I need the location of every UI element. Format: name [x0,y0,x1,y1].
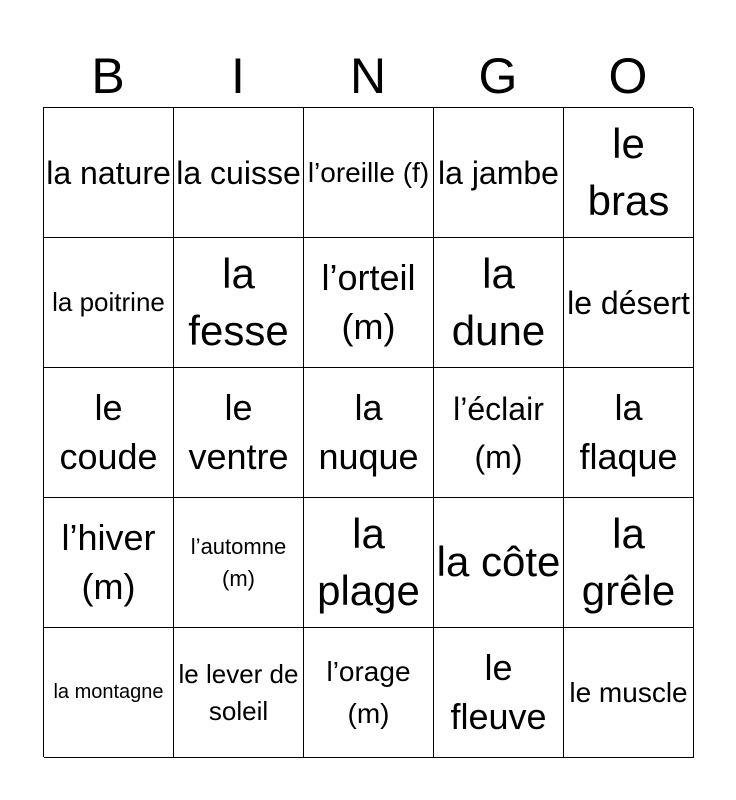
header-letter-n: N [349,48,387,104]
cell-label: la montagne [53,681,164,703]
bingo-cell[interactable] [44,238,174,368]
cell-label: la nature [46,154,171,191]
header-letter-o: O [608,48,648,104]
cell-label: la fesse [188,250,289,354]
bingo-cell[interactable] [434,628,564,758]
cell-label: le fleuve [450,646,547,737]
bingo-cell[interactable] [174,628,304,758]
cell-label: la poitrine [52,287,165,318]
bingo-cell[interactable] [304,238,434,368]
header-letter-b: B [91,48,125,104]
bingo-cell[interactable] [174,368,304,498]
bingo-cell[interactable] [564,238,694,368]
bingo-cell[interactable] [304,108,434,238]
cell-label: l’orage (m) [326,655,411,729]
cell-label: l’orteil (m) [321,256,416,347]
bingo-cell[interactable] [564,108,694,238]
bingo-header [43,44,693,108]
cell-label: la nuque [318,386,419,477]
cell-label: le ventre [188,386,289,477]
bingo-cell[interactable] [434,368,564,498]
cell-label: la plage [317,510,420,614]
bingo-cell[interactable] [434,108,564,238]
header-letter-g: G [478,48,518,104]
cell-label: le bras [587,120,670,224]
cell-label: le coude [59,386,158,477]
cell-label: la jambe [438,154,559,191]
cell-label: la dune [451,250,546,354]
bingo-cell[interactable] [44,498,174,628]
cell-label: l’automne (m) [190,534,287,591]
bingo-board [43,107,693,757]
bingo-cell[interactable] [174,108,304,238]
cell-label: le désert [567,284,690,321]
bingo-cell[interactable] [44,108,174,238]
cell-label: l’hiver (m) [61,516,156,607]
bingo-cell[interactable] [304,498,434,628]
bingo-cell[interactable] [174,498,304,628]
header-letter-i: I [231,48,245,104]
bingo-cell[interactable] [564,368,694,498]
bingo-cell[interactable] [564,628,694,758]
cell-label: le muscle [569,676,688,708]
bingo-cell[interactable] [304,628,434,758]
bingo-cell[interactable] [434,498,564,628]
bingo-cell[interactable] [304,368,434,498]
bingo-cell[interactable] [434,238,564,368]
cell-label: l’oreille (f) [307,156,430,188]
bingo-cell[interactable] [174,238,304,368]
bingo-cell[interactable] [564,498,694,628]
cell-label: la cuisse [176,154,301,191]
cell-label: l’éclair (m) [453,390,544,475]
cell-label: la flaque [579,386,678,477]
cell-label: la côte [436,538,561,586]
bingo-cell[interactable] [44,368,174,498]
bingo-cell[interactable] [44,628,174,758]
cell-label: le lever de soleil [178,659,299,726]
cell-label: la grêle [581,510,676,614]
